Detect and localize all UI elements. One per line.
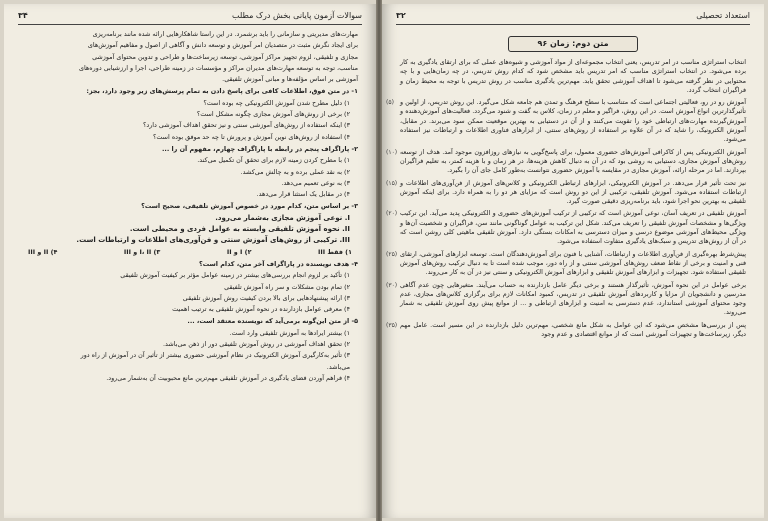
question-5-option: ۲) تحقق اهداف آموزشی در روش آموزش تلفیقی دور از ذهن می‌باشد. — [163, 340, 350, 349]
question-1-option: ۴) استفاده از روش‌های نوین آموزش و پرورش تا چه حد موفق بوده است؟ — [153, 132, 350, 141]
paragraph-text: پیش‌شرط بهره‌گیری از فن‌آوری اطلاعات و ارتباطات، آشنایی با فنون برای آموزش‌دهندگان است. توسعه ابزارهای آموزشی، ارتقای فنی و امنیت و برخی از نقاط ضعف روش‌های آموزشی سنتی و از راه دور، موجب شده است تا به دنبال ترکیب روش‌های آموزش تلفیقی استفاده شود. تجهیزات و ابزارهای آموزش تلفیقی و ابزارهای آموزش الکترونیکی و سنتی نیز در آن به کار می‌روند. — [400, 249, 746, 277]
question-3-options — [22, 248, 358, 257]
question-3-option: ۳) I، II و III — [123, 247, 161, 256]
paragraph-text: آموزش تلفیقی در تعریف آسان، نوعی آموزش است که ترکیبی از ترکیب آموزش‌های حضوری و الکترونیکی پدید می‌آید. این ترکیب ویژگی‌ها و مشخصات آموزش تلفیقی را تعریف می‌کند. شکل این ترکیب به عوامل گوناگونی مانند سن، فراگیران و شخصیت آن‌ها و ویژگی محیط‌های آموزشی موضوع درسی و میزان دسترسی به امکانات بستگی دارد. آموزش تلفیقی ماهیتی کلی روشن است که در آن از روش‌های تدریس و سبک‌های یادگیری متفاوت استفاده می‌شود. — [400, 209, 746, 246]
question-5: ۵- از متن این‌گونه برمی‌آید که نویسنده معتقد است، ... — [187, 317, 358, 326]
passage-paragraph — [386, 320, 746, 340]
passage-line: مجازی و تلفیقی، لزوم تجهیز مراکز آموزشی، توسعه زیرساخت‌ها و طراحی و تدوین محتوای آموزشی — [92, 52, 358, 61]
passage-paragraph — [386, 178, 746, 207]
paragraph-text: انتخاب استراتژی مناسب در امر تدریس، یعنی انتخاب مجموعه‌ای از مواد آموزشی و شیوه‌های عملی که برای ارتقای یادگیری به کار برده می‌شود. در انتخاب استراتژی مناسب که امر تدریس باید مشخص شود که کدام روش تدریس، در چه زمان‌هایی و با چه محتوایی در نظر گرفته می‌شود تا اهداف آموزشی تحقق یابد. مهم‌ترین یادگیری مناسب در روش تدریس با توجه به محیط زمان و فراگیران انتخاب گردد. — [400, 58, 746, 94]
right-page — [382, 4, 764, 518]
right-page-header-title: استعداد تحصیلی — [696, 11, 750, 20]
passage-line: آموزشی بر اساس مؤلفه‌ها و مبانی آموزش تلفیقی. — [222, 75, 358, 84]
passage-line: مهارت‌های مدیریتی و سازمانی را باید برشمرد. در این راستا شاهکارهایی ارائه شده مانند برنامه‌ریزی — [92, 30, 358, 38]
line-number: (۲۰) — [386, 210, 398, 218]
right-page-header — [396, 10, 750, 25]
line-number: (۱۵) — [386, 179, 398, 187]
paragraph-text: پس از بررسی‌ها مشخص می‌شود که این عوامل به شکل مانع شخصی، مهم‌ترین دلیل بازدارنده در این مسیر است. عامل مهم دیگر، زیرساخت‌ها و تجهیزات آموزشی است که از موانع اقتصادی و عدم وجود — [400, 320, 746, 339]
line-number: (۱۰) — [386, 148, 398, 156]
question-3-item: II. نحوه آموزش تلفیقی وابسته به عوامل فردی و محیطی است. — [129, 225, 350, 234]
question-1-option: ۲) برخی از روش‌های آموزش مجازی چگونه مشکل است؟ — [196, 110, 350, 119]
paragraph-text: آموزش الکترونیکی پس از کاکرافی آموزش‌های حضوری معمول، برای پاسخ‌گویی به نیازهای روزافزون موجود آمد. هدف از توسعه روش‌های آموزش مجازی، دستیابی به روشی بود که در آن به دنبال کاهش هزینه‌ها، در هر زمان و با هزینه کمتر، به تعلیم فراگیران بپردازند. اما در مرحله ارائه، آموزش مجازی در مقایسه با آموزش حضوری نتوانست به‌طور کامل جای آن را بگیرد. — [400, 147, 746, 175]
question-1: ۱- در متن فوق، اطلاعات کافی برای پاسخ دادن به تمام پرسش‌های زیر وجود دارد، بجز: — [86, 87, 358, 96]
line-number: (۳۵) — [386, 321, 398, 329]
paragraph-text: آموزش رو در رو، فعالیتی اجتماعی است که متناسب با سطح فرهنگ و تمدن هم جامعه شکل می‌گیرد. این روش تدریس، از اولین و تأثیرگذارترین انواع آموزش است. در این روش، فراگیر و معلم در زمان، کلاس به گفت و شنود می‌گردد. فعالیت‌های آموزش‌دهنده و آموزش‌گیرنده مهارت‌های ارتباطی خود را تقویت می‌کنند و از آن در دستیابی به بهترین موقعیت ممکن سود می‌برند. در مقابل، آموزش الکترونیک، را شاید که در آن علاوه بر استفاده از روش‌های سنتی، از ابزارهای فناوری اطلاعات و ارتباطات نیز استفاده می‌شود. — [400, 98, 746, 144]
passage-paragraph — [386, 249, 746, 278]
question-5-option: ۱) بیشتر ایرادها به آموزش تلفیقی وارد است. — [229, 328, 350, 337]
passage-line: برای ایجاد نگرش مثبت در متصدیان امر آموزش و توسعه دانش و آگاهی از اصول و مفاهیم آموزش‌های — [87, 41, 358, 50]
question-4: ۴- هدف نویسنده در پاراگراف آخر متن، کدام است؟ — [199, 259, 358, 268]
left-page — [4, 4, 376, 518]
question-5-option: ۳) تأثیر به‌کارگیری آموزش الکترونیک در نظام آموزشی حضوری بیشتر از تأثیر آن در آموزش از راه دور — [80, 351, 350, 360]
question-3-option: ۲) I و II — [226, 247, 252, 256]
question-3: ۳- بر اساس متن، کدام مورد در خصوص آموزش تلفیقی، صحیح است؟ — [141, 202, 358, 211]
question-4-option: ۴) معرفی عوامل بازدارنده در نحوه آموزش تلفیقی به ترتیب اهمیت — [172, 305, 350, 314]
question-2-option: ۴) در مقابل یک استثنا قرار می‌دهد. — [256, 190, 350, 199]
question-4-option: ۱) تأکید بر لزوم انجام بررسی‌های بیشتر در زمینه عوامل مؤثر بر کیفیت آموزش تلفیقی — [120, 271, 350, 280]
left-page-content — [22, 30, 358, 510]
question-1-option: ۳) اینکه استفاده از روش‌های آموزشی سنتی و نیز تحقق اهداف آموزشی دارد؟ — [142, 121, 350, 130]
question-4-option: ۳) ارائه پیشنهادهایی برای بالا بردن کیفیت روش آموزش تلفیقی — [182, 293, 350, 302]
right-page-content — [386, 30, 746, 510]
line-number: (۲۵) — [386, 250, 398, 258]
left-page-number: ۳۴ — [18, 11, 28, 20]
line-number: (۳۰) — [386, 281, 398, 289]
passage-line: مناسب، توجه به توسعه مهارت‌های مدیران مراکز و مؤسسات در زمینه طراحی، اجرا و ارزشیابی دوره‌های — [78, 63, 358, 72]
question-3-item: I. نوعی آموزش مجازی به‌شمار می‌رود. — [215, 213, 350, 222]
line-number: (۵) — [386, 99, 394, 107]
passage-paragraph — [386, 147, 746, 176]
passage-paragraph — [386, 280, 746, 318]
passage-paragraph — [386, 98, 746, 144]
question-2-option: ۲) به نقد عملی برده و به چالش می‌کشد. — [240, 167, 350, 176]
question-3-option: ۱) فقط III — [317, 247, 352, 256]
paragraph-text: برخی عوامل در این نحوه آموزش، تأثیرگذار هستند و برخی دیگر عامل بازدارنده به حساب می‌آیند. متغیرهایی چون عدم آگاهی مدرسین و دانشجویان از مزایا و کاربردهای آموزش تلفیقی در تدریس، کمبود امکانات لازم برای برگزاری کلاس‌های مجازی، عدم وجود محتوای آموزشی استاندارد، عدم دسترسی به امنیت و ابزارهای ارتباطی و ... از موانع پیش روی آموزش تلفیقی به شمار می‌روند. — [400, 280, 746, 317]
left-page-header — [18, 10, 362, 25]
question-3-item: III. ترکیبی از روش‌های آموزش سنتی و فن‌آوری‌های اطلاعات و ارتباطات است. — [76, 236, 350, 245]
question-5-option: ۴) فراهم آوردن فضای یادگیری در آموزش تلفیقی مهم‌ترین مانع محبوبیت آن به‌شمار می‌رود. — [106, 373, 350, 382]
question-2-option: ۱) با مطرح کردن زمینه لازم برای تحقق آن تکمیل می‌کند. — [197, 156, 350, 165]
left-page-header-title: سوالات آزمون پایانی بخش درک مطلب — [232, 11, 362, 20]
question-2-option: ۳) به نوعی تعمیم می‌دهد. — [281, 178, 350, 187]
question-1-option: ۱) دلیل مطرح شدن آموزش الکترونیکی چه بوده است؟ — [203, 98, 350, 107]
question-5-option: می‌باشد. — [326, 362, 350, 371]
passage-title: متن دوم: زمان ۹۶ — [508, 36, 638, 52]
paragraph-text: نیز تحت تأثیر قرار می‌دهد. در آموزش الکترونیکی، ابزارهای ارتباطی الکترونیکی و کلاس‌های آموزش از فن‌آوری‌های اطلاعات و ارتباطات استفاده می‌شود. آموزش تلفیقی، ترکیبی از این دو روش است که مزایای هر دو را به همراه دارد. برای اینکه آموزش تلفیقی به بهترین نحو اجرا شود، باید برنامه‌ریزی دقیقی صورت گیرد. — [400, 178, 746, 206]
question-3-option: ۴) II و III — [28, 247, 58, 256]
question-2: ۲- پاراگراف پنجم در رابطه با پاراگراف چهارم، مفهوم آن را ... — [161, 144, 358, 153]
passage-paragraph — [400, 58, 746, 95]
right-page-number: ۳۲ — [396, 11, 406, 20]
question-4-option: ۲) تمام بودن مشکلات و سر راه آموزش تلفیقی — [224, 282, 350, 291]
passage-paragraph — [386, 209, 746, 246]
